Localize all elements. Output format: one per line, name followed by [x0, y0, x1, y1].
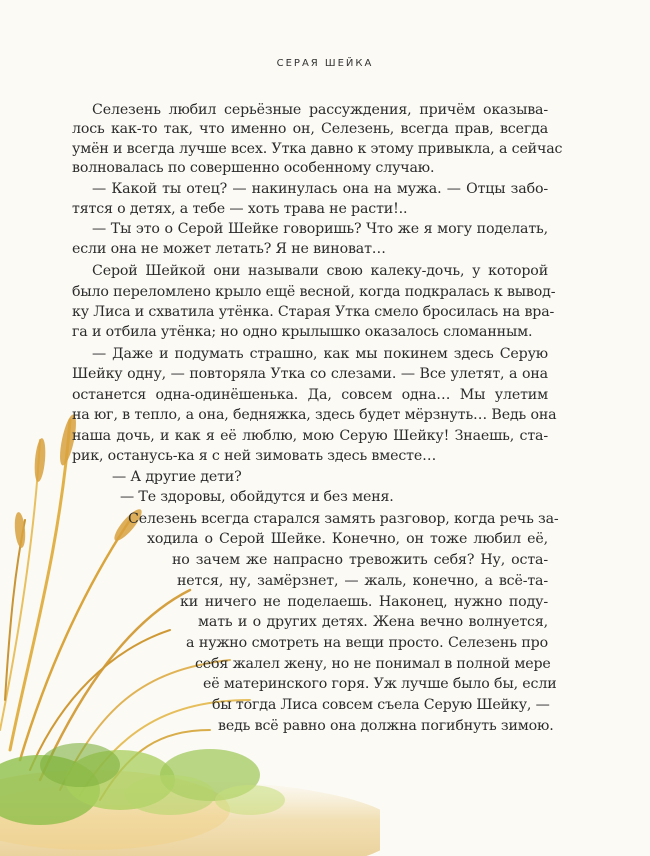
- text-line: Селезень любил серьёзные рассуждения, причём оказыва-: [92, 102, 548, 118]
- text-line: тятся о детях, а тебе — хоть трава не расти!..: [72, 201, 408, 217]
- text-line: на юг, в тепло, а она, бедняжка, здесь будет мёрзнуть… Ведь она: [72, 407, 557, 423]
- text-line: га и отбила утёнка; но одно крылышко оказалось сломанным.: [72, 324, 533, 340]
- text-line: рик, останусь-ка я с ней зимовать здесь вместе…: [72, 448, 437, 464]
- text-line: Шейку одну, — повторяла Утка со слезами. — Все улетят, а она: [72, 366, 548, 382]
- text-line: — Какой ты отец? — накинулась она на мужа. — Отцы забо-: [92, 181, 548, 197]
- text-line: нется, ну, замёрзнет, — жаль, конечно, а всё-та-: [177, 573, 548, 589]
- running-head: СЕРАЯ ШЕЙКА: [276, 58, 374, 69]
- text-line: ведь всё равно она должна погибнуть зимою.: [218, 718, 554, 734]
- text-line: — Ты это о Серой Шейке говоришь? Что же я могу поделать,: [92, 221, 548, 237]
- text-line: останется одна-одинёшенька. Да, совсем одна… Мы улетим: [72, 387, 548, 403]
- text-line: Серой Шейкой они называли свою калеку-дочь, у которой: [92, 263, 548, 279]
- text-line: бы тогда Лиса совсем съела Серую Шейку, —: [212, 697, 550, 713]
- text-line: а нужно смотреть на вещи просто. Селезень про: [186, 635, 548, 651]
- text-line: умён и всегда лучше всех. Утка давно к этому привыкла, а сейчас: [72, 141, 563, 157]
- text-line: ходила о Серой Шейке. Конечно, он тоже любил её,: [147, 531, 548, 547]
- text-line: лось как-то так, что именно он, Селезень, всегда прав, всегда: [72, 121, 548, 137]
- text-line: её материнского горя. Уж лучше было бы, если: [203, 676, 557, 692]
- text-line: ки ничего не поделаешь. Наконец, нужно поду-: [180, 594, 548, 610]
- text-line: наша дочь, и как я её люблю, мою Серую Шейку! Знаешь, ста-: [72, 428, 548, 444]
- text-line: себя жалел жену, но не понимал в полной мере: [195, 656, 551, 672]
- text-line: если она не может летать? Я не виноват…: [72, 241, 386, 257]
- text-line: мать и о других детях. Жена вечно волнуется,: [198, 614, 548, 630]
- text-line: Селезень всегда старался замять разговор, когда речь за-: [128, 511, 559, 527]
- text-line: волновалась по совершенно особенному случаю.: [72, 160, 435, 176]
- text-line: было переломлено крыло ещё весной, когда подкралась к вывод-: [72, 284, 556, 300]
- text-line: — Даже и подумать страшно, как мы покинем здесь Серую: [92, 346, 548, 362]
- text-line: но зачем же напрасно тревожить себя? Ну, оста-: [172, 552, 548, 568]
- text-line: ку Лиса и схватила утёнка. Старая Утка смело бросилась на вра-: [72, 304, 555, 320]
- text-line: — Те здоровы, обойдутся и без меня.: [120, 489, 394, 505]
- text-line: — А другие дети?: [112, 469, 242, 485]
